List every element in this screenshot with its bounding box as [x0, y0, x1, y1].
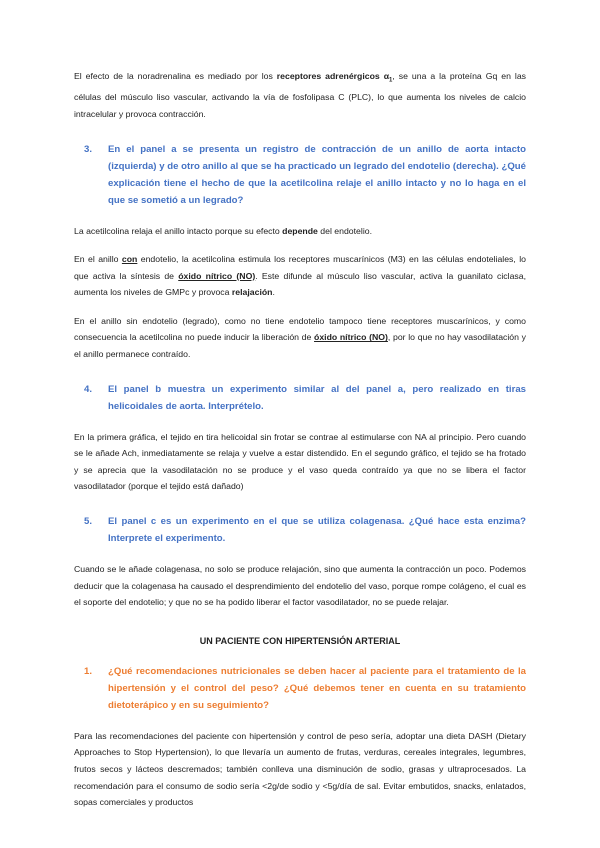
bold-term-relajacion: relajación [231, 287, 273, 298]
question-text: El panel b muestra un experimento similar al del panel a, pero realizado en tiras helicoidales de aorta. Interprételo. [108, 383, 526, 412]
text-run: . Este difunde al músculo liso vascular, activa la guanilato ciclasa, aumenta los niveles de GMPc y provoca [74, 270, 526, 298]
text-run: endotelio, la acetilcolina estimula los receptores muscarínicos (M3) en las células endoteliales, lo que activa la síntesis de [74, 254, 526, 281]
bold-term-depende: depende [282, 225, 318, 236]
question-number: 1. [84, 665, 93, 677]
question-number: 5. [84, 516, 93, 528]
paragraph-anillo-sin-endotelio [74, 313, 526, 363]
underlined-term-oxido-nitrico: óxido nítrico (NO) [314, 332, 388, 343]
section-heading: UN PACIENTE CON HIPERTENSIÓN ARTERIAL [199, 635, 401, 646]
paragraph-anillo-con-endotelio [74, 251, 526, 301]
text-run: , por lo que no hay vasodilatación y el anillo permanece contraído. [74, 332, 526, 360]
paragraph-panel-b-answer: En la primera gráfica, el tejido en tira helicoidal sin frotar se contrae al estimularse con NA al principio. Pero cuando se le añade Ach, inmediatamente se relaja y vuelve a estar distendido. En el segundo gráfico, el tejido se ha frotado y se aprecia que la vasodilatación no se produce y el vaso queda contraído ya que no se libera el factor vasodilatador (porque el tejido está dañado) [74, 431, 526, 492]
question-3 [74, 141, 526, 209]
text-run: En el anillo [74, 254, 122, 265]
question-text: ¿Qué recomendaciones nutricionales se deben hacer al paciente para el tratamiento de la hipertensión y el control del peso? ¿Qué debemos tener en cuenta en su tratamiento dietoterápico y en su seguimiento? [108, 665, 526, 711]
question-4 [74, 381, 526, 415]
document-content [74, 68, 526, 811]
underlined-term-con: con [121, 254, 138, 265]
paragraph-acetilcolina-relaja [74, 223, 526, 240]
paragraph-dash-diet: Para las recomendaciones del paciente con hipertensión y control de peso sería, adoptar una dieta DASH (Dietary Approaches to Stop Hypertension), lo que llevaría un aumento de frutas, verduras, cereales integrales, legumbres, frutos secos y lácteos descremados; también conlleva una disminución de sodio, grasas y ultraprocesados. La recomendación para el consumo de sodio sería <2g/de sodio y <5g/día de sal. Evitar embutidos, snacks, enlatados, sopas comerciales y productos [74, 730, 526, 808]
text-run: , se una a la proteína Gq en las células del músculo liso vascular, activando la vía de fosfolipasa C (PLC), lo que aumenta los niveles de calcio intracelular y provoca contracción. [74, 71, 527, 119]
text-run: En el anillo sin endotelio (legrado), como no tiene endotelio tampoco tiene receptores muscarínicos, y como consecuencia la acetilcolina no puede inducir la liberación de [74, 315, 526, 343]
text-run: El efecto de la noradrenalina es mediado por los [74, 71, 277, 81]
question-5 [74, 513, 526, 547]
question-text: En el panel a se presenta un registro de contracción de un anillo de aorta intacto (izquierda) y de otro anillo al que se ha practicado un legrado del endotelio (derecha). ¿Qué explicación tiene el hecho de que la acetilcolina relaje el anillo intacto y no lo haga en el que se sometió a un legrado? [108, 143, 526, 206]
question-1 [74, 663, 526, 714]
paragraph-colagenasa-answer: Cuando se le añade colagenasa, no solo se produce relajación, sino que aumenta la contracción un poco. Podemos deducir que la colagenasa ha causado el desprendimiento del endotelio del vaso, porque rompe colágeno, el cual es el soporte del endotelio; y que no se ha podido liberar el factor vasodilatador, no se puede relajar. [74, 564, 526, 608]
question-number: 3. [84, 143, 93, 155]
question-number: 4. [84, 383, 93, 395]
text-run: . [272, 287, 275, 298]
question-text: El panel c es un experimento en el que se utiliza colagenasa. ¿Qué hace esta enzima? Interprete el experimento. [108, 516, 526, 545]
subscript-1: 1 [389, 77, 393, 84]
text-run: del endotelio. [317, 225, 372, 236]
bold-term-receptores: receptores adrenérgicos α [276, 71, 390, 81]
paragraph-noradrenalina [74, 68, 526, 123]
text-run: La acetilcolina relaja el anillo intacto porque su efecto [74, 225, 283, 236]
underlined-term-oxido-nitrico: óxido nítrico (NO) [178, 270, 256, 281]
